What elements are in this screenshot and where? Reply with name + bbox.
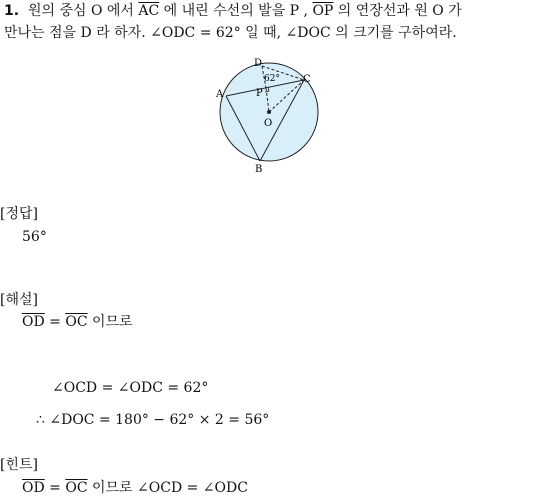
circle-figure <box>0 56 534 176</box>
segment-ac: $\overline{AC}$ <box>138 3 160 19</box>
answer-label: [정답] <box>0 206 38 222</box>
explanation-line-3: ∴ ∠DOC = 180° − 62° × 2 = 56° <box>36 412 270 428</box>
hint-label: [힌트] <box>0 457 38 473</box>
equals-sign: = <box>44 314 66 330</box>
explanation-line-2: ∠OCD = ∠ODC = 62° <box>52 380 209 396</box>
problem-number: 1. <box>4 3 20 19</box>
explanation-suffix: 이므로 <box>87 314 133 330</box>
label-b: B <box>255 164 263 175</box>
hint-line <box>22 479 248 497</box>
problem-text-1a: 원의 중심 O 에서 <box>27 3 139 19</box>
label-a: A <box>216 89 224 100</box>
label-d: D <box>254 58 263 69</box>
explanation-line-1 <box>22 313 133 331</box>
problem-line-2: 만나는 점을 D 라 하자. ∠ODC = 62° 일 때, ∠DOC 의 크기를 구하여라. <box>4 25 457 41</box>
hint-suffix: 이므로 ∠OCD = ∠ODC <box>87 480 248 496</box>
explanation-label: [해설] <box>0 292 38 308</box>
label-o: O <box>264 118 273 129</box>
answer-value: 56° <box>22 229 47 245</box>
label-p: P <box>256 88 263 99</box>
problem-line-1 <box>4 2 462 20</box>
problem-text-1c: 의 연장선과 원 O 가 <box>333 3 462 19</box>
hint-equals-sign: = <box>44 480 66 496</box>
center-dot <box>267 110 271 114</box>
hint-segment-od: $\overline{OD}$ <box>22 480 45 496</box>
hint-segment-oc: $\overline{OC}$ <box>65 480 88 496</box>
segment-oc-text: $\overline{OC}$ <box>65 314 88 330</box>
label-c: C <box>303 74 311 85</box>
label-angle: 62° <box>264 74 280 84</box>
segment-op: $\overline{OP}$ <box>312 3 334 19</box>
segment-od: $\overline{OD}$ <box>22 314 45 330</box>
problem-text-1b: 에 내린 수선의 발을 P , <box>159 3 313 19</box>
